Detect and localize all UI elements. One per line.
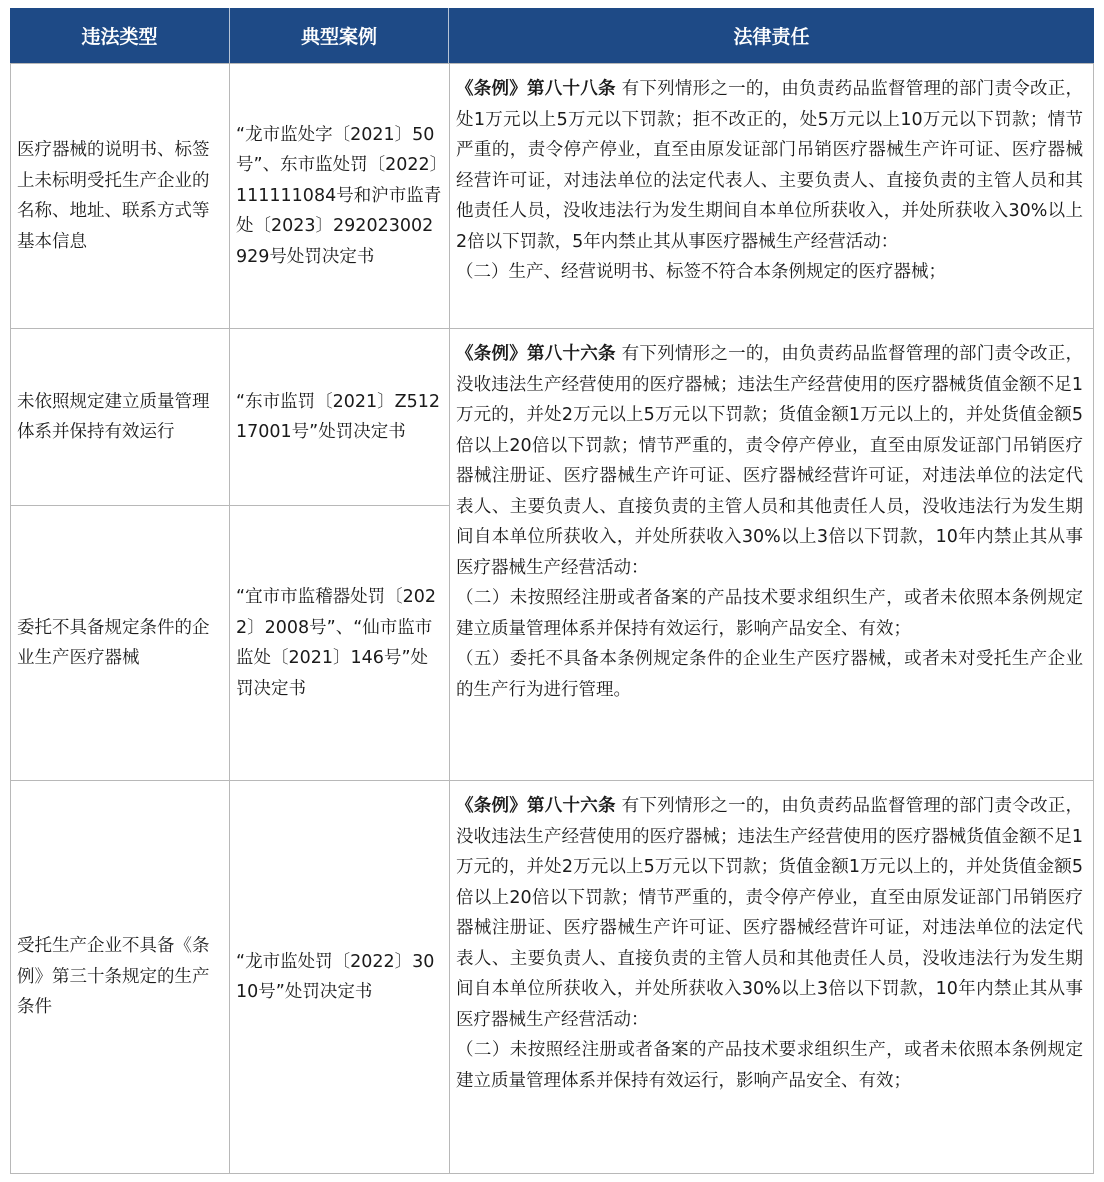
header-violation-type: 违法类型 [10, 8, 230, 63]
typical-case-cell [229, 780, 450, 1174]
article-title: 《条例》第八十六条 [456, 344, 616, 364]
violation-type-text: 委托不具备规定条件的企业生产医疗器械 [17, 617, 210, 668]
article-title: 《条例》第八十八条 [456, 79, 616, 99]
article-item: （二）未按照经注册或者备案的产品技术要求组织生产，或者未依照本条例规定建立质量管理体系并保持有效运行，影响产品安全、有效； [456, 588, 1083, 639]
violation-type-cell [10, 780, 230, 1174]
typical-case-text: “龙市监处罚〔2022〕3010号”处罚决定书 [236, 951, 435, 1002]
header-typical-cases: 典型案例 [230, 8, 449, 63]
typical-case-cell [229, 63, 450, 329]
article-body: 有下列情形之一的，由负责药品监督管理的部门责令改正，没收违法生产经营使用的医疗器械；违法生产经营使用的医疗器械货值金额不足1万元的，并处2万元以上5万元以下罚款；货值金额1万元以上的，并处货值金额5倍以上20倍以下罚款；情节严重的，责令停产停业，直至由原发证部门吊销医疗器械注册证、医疗器械生产许可证、医疗器械经营许可证，对违法单位的法定代表人、主要负责人、直接负责的主管人员和其他责任人员，没收违法行为发生期间自本单位所获收入，并处所获收入30%以上3倍以下罚款，10年内禁止其从事医疗器械生产经营活动： [456, 344, 1084, 578]
header-legal-liability: 法律责任 [449, 8, 1094, 63]
typical-case-cell [229, 505, 450, 781]
typical-case-text: “宜市市监稽器处罚〔2022〕2008号”、“仙市监市监处〔2021〕146号”处罚决定书 [236, 587, 436, 699]
article-title: 《条例》第八十六条 [456, 796, 616, 816]
article-item: （二）生产、经营说明书、标签不符合本条例规定的医疗器械； [456, 262, 946, 282]
violation-type-text: 未依照规定建立质量管理体系并保持有效运行 [17, 391, 210, 442]
violation-type-text: 医疗器械的说明书、标签上未标明受托生产企业的名称、地址、联系方式等基本信息 [17, 140, 210, 252]
article-item: （二）未按照经注册或者备案的产品技术要求组织生产，或者未依照本条例规定建立质量管理体系并保持有效运行，影响产品安全、有效； [456, 1040, 1083, 1091]
violation-type-cell [10, 328, 230, 506]
legal-liability-text [456, 791, 1083, 1096]
article-body: 有下列情形之一的，由负责药品监督管理的部门责令改正，处1万元以上5万元以下罚款；拒不改正的，处5万元以上10万元以下罚款；情节严重的，责令停产停业，直至由原发证部门吊销医疗器械生产许可证、医疗器械经营许可证，对违法单位的法定代表人、主要负责人、直接负责的主管人员和其他责任人员，没收违法行为发生期间自本单位所获收入，并处所获收入30%以上2倍以下罚款，5年内禁止其从事医疗器械生产经营活动： [456, 79, 1084, 252]
violation-type-cell [10, 505, 230, 781]
legal-liability-cell [449, 63, 1094, 329]
article-item: （五）委托不具备本条例规定条件的企业生产医疗器械，或者未对受托生产企业的生产行为进行管理。 [456, 649, 1083, 700]
legal-liability-cell [449, 780, 1094, 1174]
legal-liability-cell [449, 328, 1094, 781]
typical-case-text: “东市监罚〔2021〕Z51217001号”处罚决定书 [236, 391, 440, 442]
typical-case-text: “龙市监处字〔2021〕50号”、东市监处罚〔2022〕111111084号和沪市监青处〔2023〕292023002929号处罚决定书 [236, 124, 442, 267]
legal-liability-text [456, 74, 1083, 288]
article-body: 有下列情形之一的，由负责药品监督管理的部门责令改正，没收违法生产经营使用的医疗器械；违法生产经营使用的医疗器械货值金额不足1万元的，并处2万元以上5万元以下罚款；货值金额1万元以上的，并处货值金额5倍以上20倍以下罚款；情节严重的，责令停产停业，直至由原发证部门吊销医疗器械注册证、医疗器械生产许可证、医疗器械经营许可证，对违法单位的法定代表人、主要负责人、直接负责的主管人员和其他责任人员，没收违法行为发生期间自本单位所获收入，并处所获收入30%以上3倍以下罚款，10年内禁止其从事医疗器械生产经营活动： [456, 796, 1084, 1030]
violation-type-cell [10, 63, 230, 329]
violations-table [10, 8, 1094, 1174]
typical-case-cell [229, 328, 450, 506]
legal-liability-text [456, 339, 1083, 705]
violation-type-text: 受托生产企业不具备《条例》第三十条规定的生产条件 [17, 936, 210, 1018]
